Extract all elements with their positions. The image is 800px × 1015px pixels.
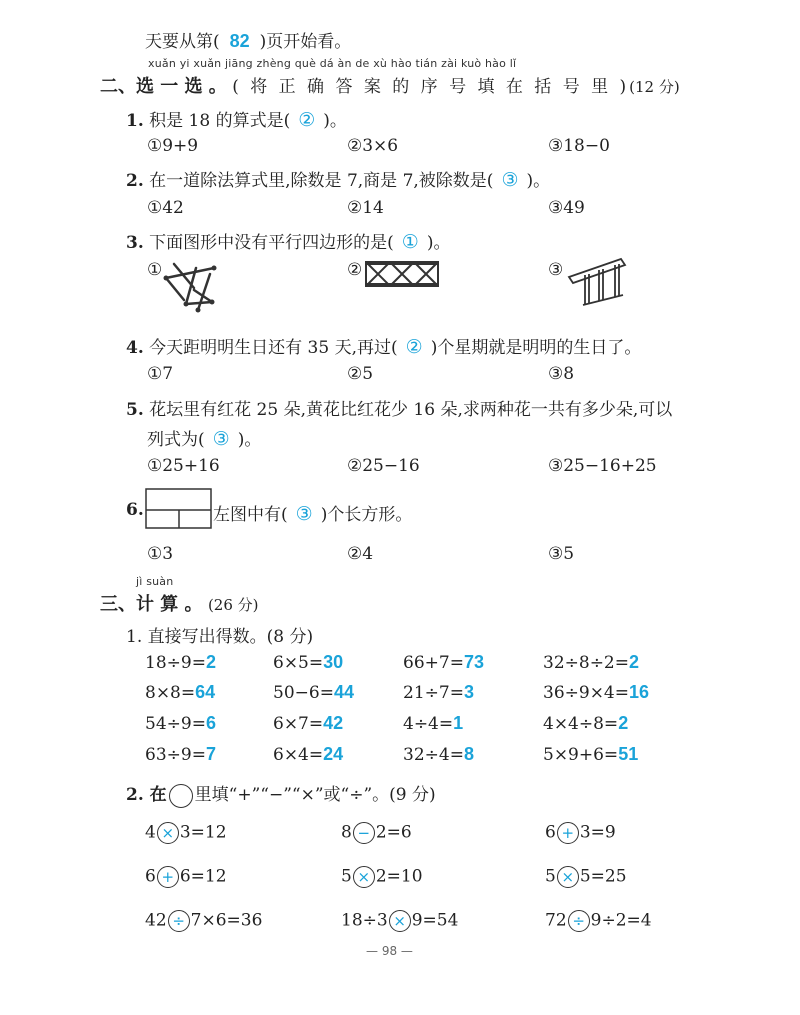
question-5: 5. 花坛里有红花 25 朵,黄花比红花少 16 朵,求两种花一共有多少朵,可以 bbox=[126, 400, 673, 420]
page-number: — 98 — bbox=[366, 944, 413, 958]
operator-item: 5 × 2=10 bbox=[341, 866, 423, 887]
option: ②4 bbox=[347, 544, 374, 564]
calc-item: 6×5=30 bbox=[273, 652, 344, 673]
operator-item: 6 + 3=9 bbox=[545, 822, 616, 843]
calc-item: 4÷4=1 bbox=[403, 713, 464, 734]
part-2-title: 2. 在 里填“+”“−”“×”或“÷”。(9 分) bbox=[126, 780, 436, 808]
question-3: 3. 下面图形中没有平行四边形的是( ① )。 bbox=[126, 231, 451, 253]
operator-item: 8 − 2=6 bbox=[341, 822, 412, 843]
question-5-line2: 列式为( ③ )。 bbox=[147, 428, 262, 450]
option: ①7 bbox=[147, 364, 174, 384]
option: ② bbox=[347, 260, 363, 280]
question-2: 2. 在一道除法算式里,除数是 7,商是 7,被除数是( ③ )。 bbox=[126, 169, 551, 191]
option: ②14 bbox=[347, 198, 384, 218]
railing-image bbox=[565, 255, 627, 311]
option: ①3 bbox=[147, 544, 174, 564]
answer: 82 bbox=[229, 31, 250, 51]
question-1: 1. 积是 18 的算式是( ② )。 bbox=[126, 109, 347, 131]
calc-item: 50−6=44 bbox=[273, 682, 354, 703]
option: ②5 bbox=[347, 364, 374, 384]
calc-item: 54÷9=6 bbox=[145, 713, 216, 734]
calc-item: 6×4=24 bbox=[273, 744, 344, 765]
calc-item: 66+7=73 bbox=[403, 652, 484, 673]
truss-image bbox=[364, 259, 440, 289]
operator-item: 6 + 6=12 bbox=[145, 866, 227, 887]
calc-item: 18÷9=2 bbox=[145, 652, 216, 673]
operator-item: 5 × 5=25 bbox=[545, 866, 627, 887]
continued-line: 天要从第( 82 )页开始看。 bbox=[145, 31, 352, 52]
calc-item: 8×8=64 bbox=[145, 682, 216, 703]
option: ① bbox=[147, 260, 163, 280]
calc-item: 63÷9=7 bbox=[145, 744, 216, 765]
question-6: 左图中有( ③ )个长方形。 bbox=[213, 503, 413, 525]
operator-item: 18÷3 × 9=54 bbox=[341, 910, 459, 931]
operator-item: 4 × 3=12 bbox=[145, 822, 227, 843]
question-6-number: 6. bbox=[126, 500, 144, 520]
operator-item: 42 ÷ 7×6=36 bbox=[145, 910, 263, 931]
stick-figure-image bbox=[162, 260, 222, 316]
option: ③ bbox=[548, 260, 564, 280]
calc-item: 32÷8÷2=2 bbox=[543, 652, 640, 673]
calc-item: 6×7=42 bbox=[273, 713, 344, 734]
part-1-title: 1. 直接写出得数。(8 分) bbox=[126, 627, 314, 647]
option: ②25−16 bbox=[347, 456, 420, 476]
option: ③25−16+25 bbox=[548, 456, 657, 476]
section-heading: 三、计 算 。 (26 分) bbox=[100, 594, 259, 615]
option: ②3×6 bbox=[347, 136, 399, 156]
option: ①42 bbox=[147, 198, 184, 218]
rectangle-figure bbox=[145, 488, 213, 530]
option: ③8 bbox=[548, 364, 575, 384]
operator-item: 72 ÷ 9÷2=4 bbox=[545, 910, 652, 931]
calc-item: 4×4÷8=2 bbox=[543, 713, 629, 734]
option: ③5 bbox=[548, 544, 575, 564]
calc-item: 5×9+6=51 bbox=[543, 744, 639, 765]
pinyin: jì suàn bbox=[136, 575, 174, 588]
option: ③49 bbox=[548, 198, 585, 218]
section-heading: 二、选 一 选 。 ( 将 正 确 答 案 的 序 号 填 在 括 号 里 )(12 分) bbox=[100, 76, 680, 97]
option: ①25+16 bbox=[147, 456, 220, 476]
calc-item: 36÷9×4=16 bbox=[543, 682, 650, 703]
question-4: 4. 今天距明明生日还有 35 天,再过( ② )个星期就是明明的生日了。 bbox=[126, 336, 642, 358]
option: ③18−0 bbox=[548, 136, 610, 156]
calc-item: 32÷4=8 bbox=[403, 744, 474, 765]
pinyin: xuǎn yi xuǎn jiāng zhèng què dá àn de xù hào tián zài kuò hào lǐ bbox=[148, 57, 517, 70]
blank-circle-icon bbox=[169, 784, 193, 808]
calc-item: 21÷7=3 bbox=[403, 682, 474, 703]
option: ①9+9 bbox=[147, 136, 199, 156]
